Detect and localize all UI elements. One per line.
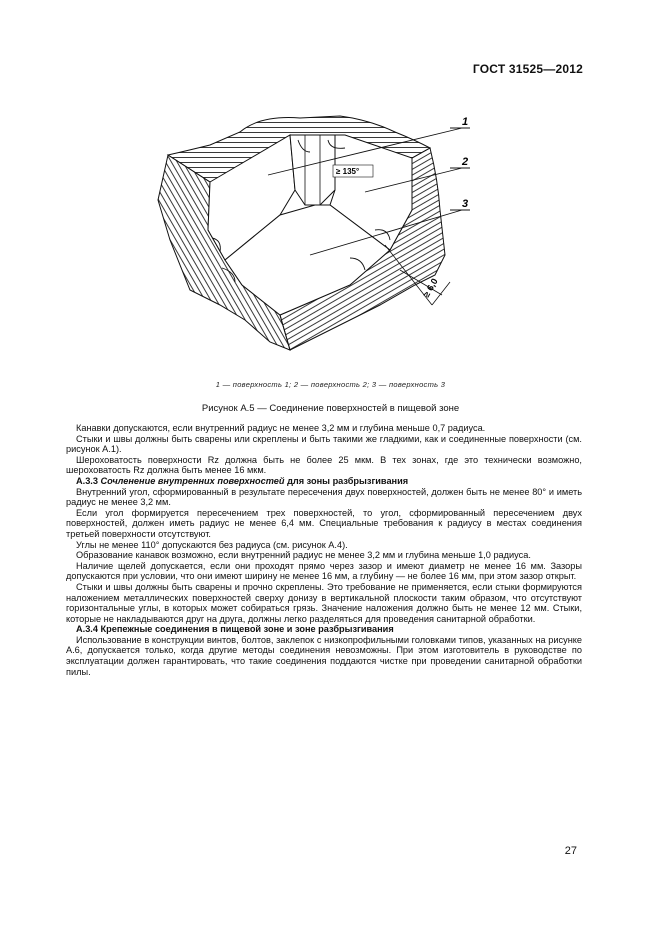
section-title: Сочленение внутренних поверхностей [100,475,285,486]
callout-3: 3 [462,198,469,210]
paragraph: Стыки и швы должны быть сварены и прочно скреплены. Это требование не применяется, если стыки формируются наложением металлических поверхностей сверху донизу в вертикальной плоскости таким образом, что отсутствуют горизонтальные углы, в которых может собираться грязь. Значение наложения должно быть не менее 12 мм. Стыки, которые не накладываются друг на друга, должны легко разделяться для проведения санитарной обработки. [66,581,582,624]
body-text [66,423,582,677]
paragraph: Углы не менее 110° допускаются без радиуса (см. рисунок А.4). [76,539,348,550]
paragraph: Канавки допускаются, если внутренний радиус не менее 3,2 мм и глубина меньше 0,7 радиуса. [76,423,486,433]
paragraph: Стыки и швы должны быть сварены или скреплены и быть такими же гладкими, как и соединенные поверхности (см. рисунок А.1). [66,433,582,455]
paragraph: Если угол формируется пересечением трех поверхностей, то угол, сформированный пересечением двух поверхностей, должен иметь радиус не менее 6,4 мм. Специальные требования к радиусу в местах соединения третьей поверхности отсутствуют. [66,507,582,539]
section-heading-a34: А.3.4 Крепежные соединения в пищевой зоне и зоне разбрызгивания [76,624,394,635]
figure-legend: 1 — поверхность 1; 2 — поверхность 2; 3 — поверхность 3 [215,380,446,389]
surface-joint-drawing [150,110,480,365]
paragraph: Использование в конструкции винтов, болтов, заклепок с низкопрофильными головками типов, указанных на рисунке А.6, допускается только, когда другие методы соединения невозможны. При этом изготовитель в руководстве по эксплуатации должен гарантировать, что такие соединения поддаются чистке при проведении санитарной обработки пилы. [66,634,582,677]
section-number: А.3.3 [76,475,98,486]
paragraph: Шероховатость поверхности Rz должна быть не более 25 мкм. В тех зонах, где это технически возможно, шероховатость Rz должна быть менее 16 мкм. [66,454,582,476]
figure-caption: Рисунок А.5 — Соединение поверхностей в пищевой зоне [201,403,460,414]
vertical-fillet [290,135,335,205]
paragraph: Образование канавок возможно, если внутренний радиус не менее 3,2 мм и глубина меньше 1,0 радиуса. [76,550,531,561]
dimension-label: ≥ 6,0 [421,276,440,299]
section-title-rest: для зоны разбрызгивания [287,475,409,486]
paragraph: Внутренний угол, сформированный в результате пересечения двух поверхностей, должен быть не менее 80° и иметь радиус не менее 3,2 мм. [66,486,582,508]
figure-a5 [150,110,480,365]
callout-1: 1 [462,116,469,128]
document-code: ГОСТ 31525—2012 [472,62,583,76]
section-heading-a33 [66,476,582,487]
paragraph: Наличие щелей допускается, если они проходят прямо через зазор и имеют диаметр не менее 16 мм. Зазоры допускаются при условии, что они имеют ширину не менее 16 мм, а глубину — не более 16 мм, при этом зазор открыт. [66,560,582,582]
page-number: 27 [564,845,577,857]
callout-2: 2 [462,156,469,168]
angle-label: ≥ 135° [336,167,360,176]
